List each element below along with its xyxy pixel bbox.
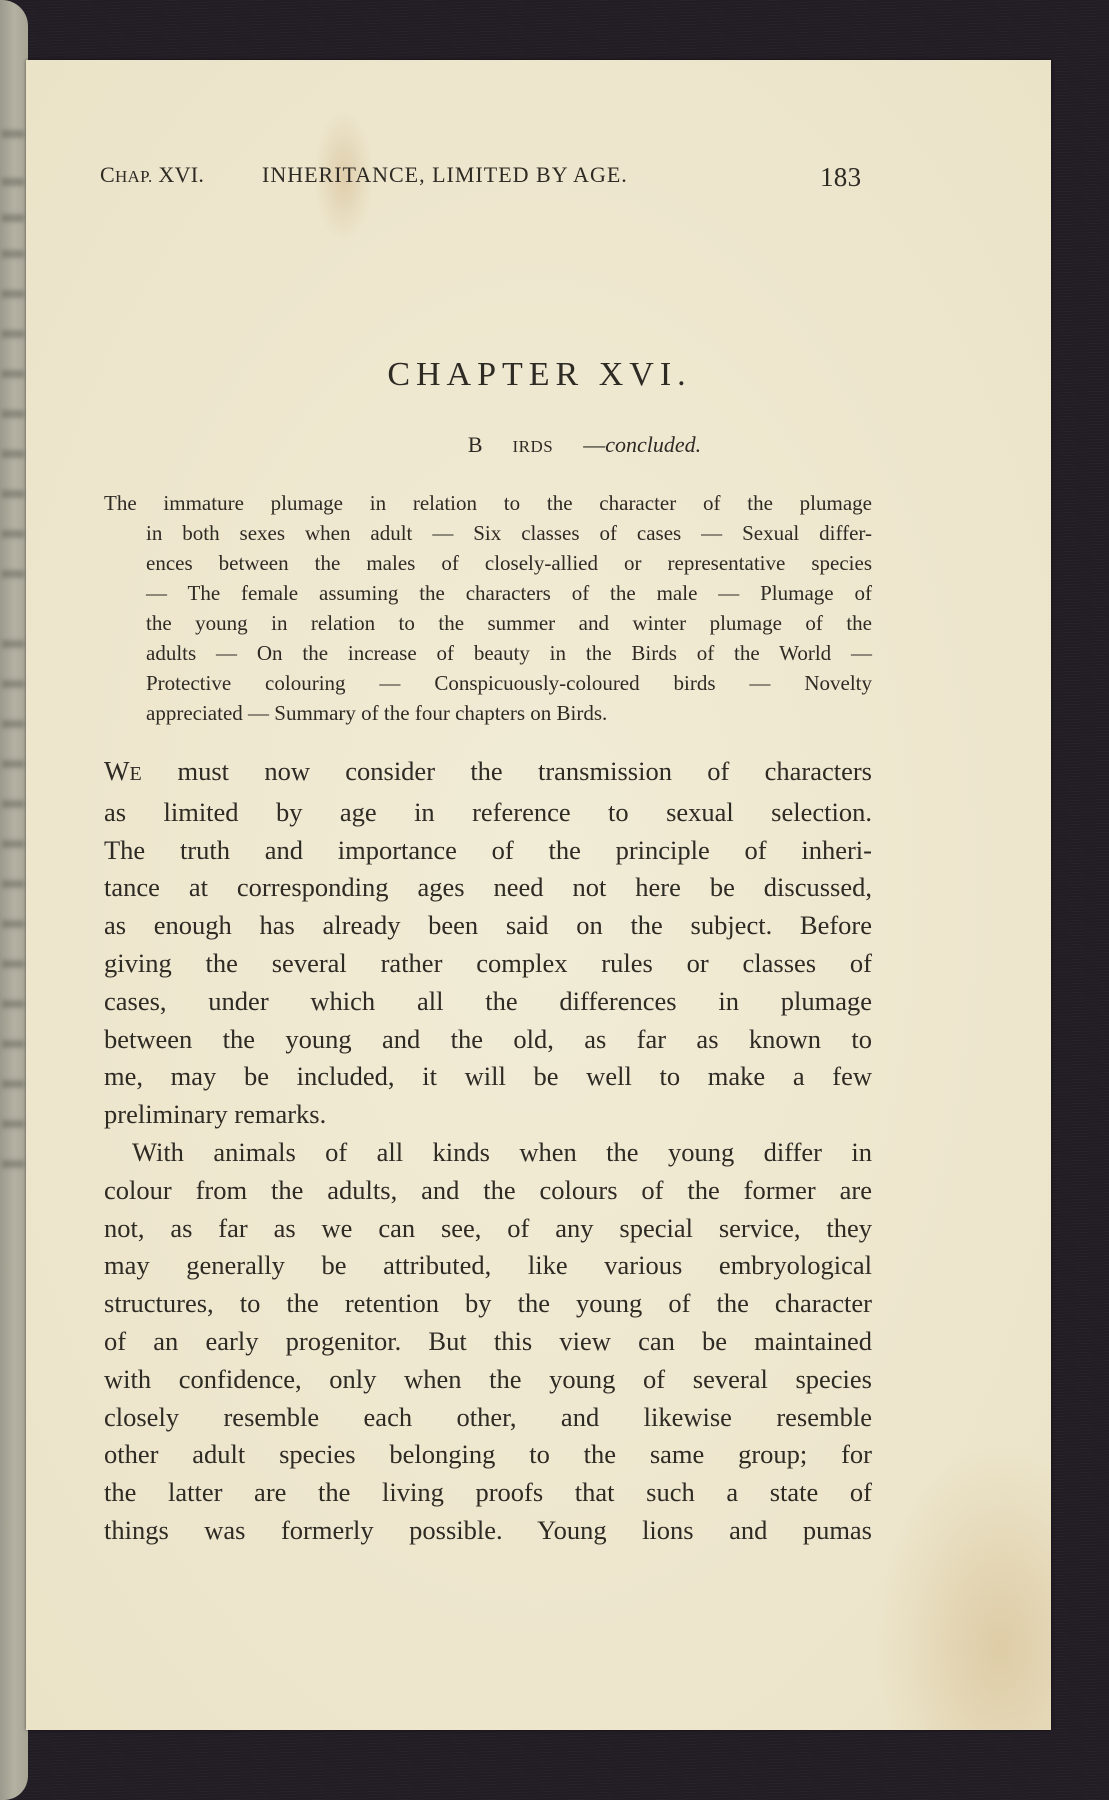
subtitle-dash: — bbox=[583, 432, 606, 457]
body-line: preliminary remarks. bbox=[104, 1099, 327, 1130]
body-line: colour from the adults, and the colours of the former are bbox=[104, 1174, 872, 1205]
body-line: tance at corresponding ages need not here be discussed, bbox=[104, 872, 872, 903]
facing-page-ghost-text bbox=[2, 570, 24, 578]
facing-page-ghost-text bbox=[2, 720, 24, 728]
running-header-title: INHERITANCE, LIMITED BY AGE. bbox=[262, 162, 628, 187]
facing-page-ghost-text bbox=[2, 178, 24, 186]
chapter-summary bbox=[104, 488, 872, 728]
facing-page-ghost-text bbox=[2, 840, 24, 848]
body-line: cases, under which all the differences in plumage bbox=[104, 985, 872, 1016]
chapter-subtitle-text bbox=[438, 432, 701, 458]
facing-page-ghost-text bbox=[2, 214, 24, 222]
summary-line: the young in relation to the summer and winter plumage of the bbox=[146, 611, 872, 635]
body-line: not, as far as we can see, of any special service, they bbox=[104, 1212, 872, 1243]
first-word-smallcaps: E bbox=[129, 763, 143, 785]
body-line: giving the several rather complex rules or classes of bbox=[104, 947, 872, 978]
facing-page-ghost-text bbox=[2, 530, 24, 538]
body-line-first bbox=[104, 753, 872, 794]
facing-page-ghost-text bbox=[2, 1160, 24, 1168]
body-line: of an early progenitor. But this view can be maintained bbox=[104, 1325, 872, 1356]
chapter-title bbox=[0, 356, 1109, 394]
subtitle-smallcaps: IRDS bbox=[512, 437, 554, 456]
chapter-subtitle bbox=[0, 432, 1109, 458]
running-header-chapter-label: HAP. bbox=[114, 167, 153, 186]
running-header-chapter-number: XVI. bbox=[158, 162, 205, 187]
facing-page-ghost-text bbox=[2, 410, 24, 418]
summary-line: ences between the males of closely-allied or representative species bbox=[146, 551, 872, 575]
summary-line: — The female assuming the characters of the male — Plumage of bbox=[146, 581, 872, 605]
facing-page-ghost-text bbox=[2, 1000, 24, 1008]
facing-page-ghost-text bbox=[2, 680, 24, 688]
summary-line: appreciated — Summary of the four chapters on Birds. bbox=[146, 701, 608, 725]
summary-line: The immature plumage in relation to the character of the plumage bbox=[104, 491, 872, 515]
running-header-chapter-initial: C bbox=[100, 162, 115, 187]
facing-page-ghost-text bbox=[2, 330, 24, 338]
facing-page-ghost-text bbox=[2, 490, 24, 498]
facing-page-ghost-text bbox=[2, 290, 24, 298]
body-line: things was formerly possible. Young lions and pumas bbox=[104, 1514, 872, 1545]
running-header-chapter bbox=[100, 162, 204, 192]
subtitle-italic: concluded. bbox=[605, 432, 702, 457]
page-number: 183 bbox=[820, 162, 862, 192]
body-line: as enough has already been said on the subject. Before bbox=[104, 910, 872, 941]
body-line: With animals of all kinds when the young differ in bbox=[132, 1136, 872, 1167]
summary-line: in both sexes when adult — Six classes of cases — Sexual differ- bbox=[146, 521, 872, 545]
body-text bbox=[104, 753, 872, 1550]
facing-page-ghost-text bbox=[2, 920, 24, 928]
facing-page-edge bbox=[0, 0, 28, 1800]
body-line: the latter are the living proofs that such a state of bbox=[104, 1477, 872, 1508]
facing-page-ghost-text bbox=[2, 760, 24, 768]
body-line: may generally be attributed, like various embryological bbox=[104, 1250, 872, 1281]
facing-page-ghost-text bbox=[2, 1080, 24, 1088]
body-line: with confidence, only when the young of several species bbox=[104, 1363, 872, 1394]
body-line: The truth and importance of the principle of inheri- bbox=[104, 834, 872, 865]
facing-page-ghost-text bbox=[2, 1120, 24, 1128]
body-line: as limited by age in reference to sexual selection. bbox=[104, 796, 872, 827]
facing-page-ghost-text bbox=[2, 130, 24, 138]
facing-page-ghost-text bbox=[2, 1040, 24, 1048]
first-line-rest: must now consider the transmission of characters bbox=[142, 756, 872, 786]
facing-page-ghost-text bbox=[2, 800, 24, 808]
summary-line: adults — On the increase of beauty in the Birds of the World — bbox=[146, 641, 872, 665]
first-word-initial: W bbox=[104, 756, 130, 786]
body-line: me, may be included, it will be well to make a few bbox=[104, 1061, 872, 1092]
facing-page-ghost-text bbox=[2, 250, 24, 258]
facing-page-ghost-text bbox=[2, 960, 24, 968]
summary-line: Protective colouring — Conspicuously-coloured birds — Novelty bbox=[146, 671, 872, 695]
subtitle-initial: B bbox=[467, 432, 483, 457]
body-line: other adult species belonging to the same group; for bbox=[104, 1439, 872, 1470]
facing-page-ghost-text bbox=[2, 880, 24, 888]
facing-page-ghost-text bbox=[2, 640, 24, 648]
body-line: between the young and the old, as far as known to bbox=[104, 1023, 872, 1054]
chapter-title-text: CHAPTER XVI. bbox=[387, 356, 692, 393]
body-line: closely resemble each other, and likewise resemble bbox=[104, 1401, 872, 1432]
body-line: structures, to the retention by the young of the character bbox=[104, 1288, 872, 1319]
